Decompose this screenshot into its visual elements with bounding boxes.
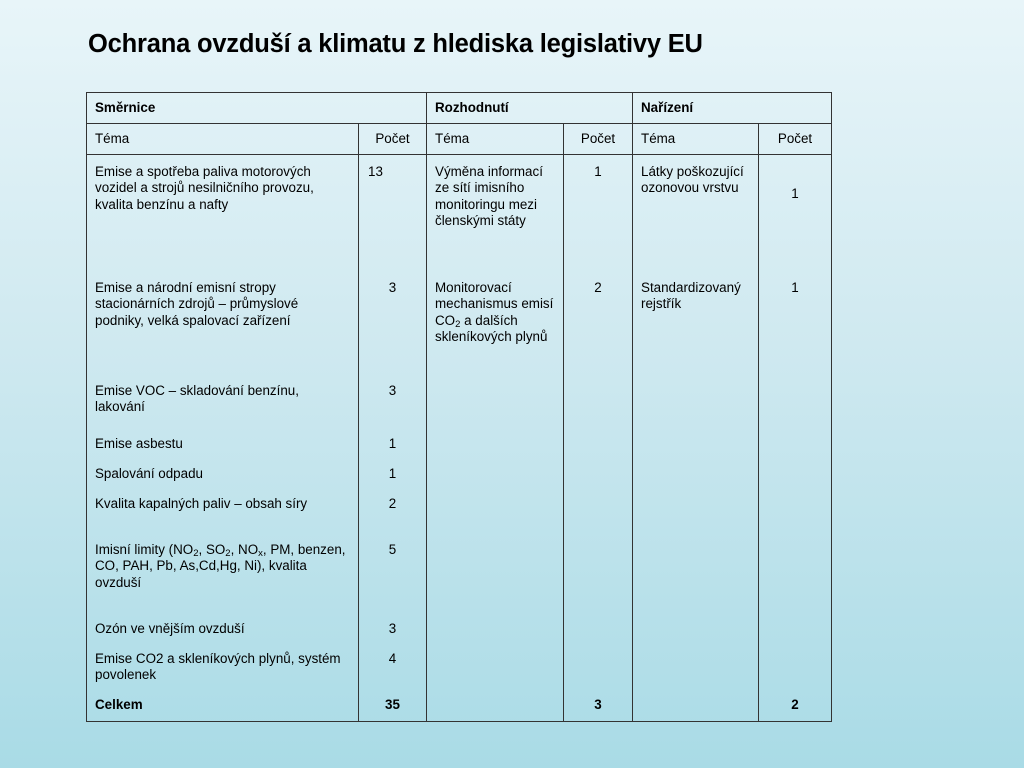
- rozhodnuti-tema: Monitorovací mechanismus emisí $CO_2$ a dalších skleníkových plynů: [427, 280, 564, 383]
- smernice-tema: Emise a spotřeba paliva motorových vozidel a strojů nesilničního provozu, kvalita benzínu a nafty: [87, 155, 359, 281]
- rozhodnuti-tema: Výměna informací ze sítí imisního monitoringu mezi členskými státy: [427, 155, 564, 281]
- table-row: [87, 651, 832, 697]
- narizeni-pocet: 1: [759, 155, 832, 281]
- total-row: [87, 697, 832, 722]
- smernice-tema: Kvalita kapalných paliv – obsah síry: [87, 496, 359, 542]
- table-row: [87, 621, 832, 651]
- smernice-pocet: 1: [359, 436, 427, 466]
- total-label: Celkem: [87, 697, 359, 722]
- header-pocet: Počet: [359, 124, 427, 155]
- table-row: [87, 383, 832, 436]
- total-smernice: 35: [359, 697, 427, 722]
- header-pocet: Počet: [759, 124, 832, 155]
- smernice-tema: Emise asbestu: [87, 436, 359, 466]
- smernice-pocet: 4: [359, 651, 427, 697]
- smernice-tema: Emise a národní emisní stropy stacionárních zdrojů – průmyslové podniky, velká spalovací zařízení: [87, 280, 359, 383]
- legislation-table: [86, 92, 832, 722]
- rozhodnuti-pocet: 2: [564, 280, 633, 383]
- header-tema: Téma: [633, 124, 759, 155]
- header-tema: Téma: [87, 124, 359, 155]
- rozhodnuti-pocet: 1: [564, 155, 633, 281]
- group-header-row: [87, 93, 832, 124]
- table-row: [87, 155, 832, 281]
- total-rozhodnuti: 3: [564, 697, 633, 722]
- narizeni-tema: Standardizovaný rejstřík: [633, 280, 759, 383]
- table-row: [87, 496, 832, 542]
- header-pocet: Počet: [564, 124, 633, 155]
- smernice-pocet: 3: [359, 280, 427, 383]
- smernice-tema: Imisní limity ($NO_2$, $SO_2$, $NO_x$, PM, benzen, CO, PAH, Pb, As,Cd,Hg, Ni), kvalita ovzduší: [87, 542, 359, 621]
- smernice-pocet: 3: [359, 383, 427, 436]
- narizeni-pocet: 1: [759, 280, 832, 383]
- header-smernice: Směrnice: [87, 93, 427, 124]
- table-row: [87, 280, 832, 383]
- page-title: Ochrana ovzduší a klimatu z hlediska legislativy EU: [88, 30, 703, 58]
- smernice-tema: Ozón ve vnějším ovzduší: [87, 621, 359, 651]
- header-narizeni: Nařízení: [633, 93, 832, 124]
- smernice-tema: Emise VOC – skladování benzínu, lakování: [87, 383, 359, 436]
- narizeni-tema: Látky poškozující ozonovou vrstvu: [633, 155, 759, 281]
- smernice-tema: Spalování odpadu: [87, 466, 359, 496]
- table-row: [87, 466, 832, 496]
- table-row: [87, 542, 832, 621]
- column-header-row: [87, 124, 832, 155]
- smernice-pocet: 1: [359, 466, 427, 496]
- smernice-pocet: 5: [359, 542, 427, 621]
- smernice-tema: Emise CO2 a skleníkových plynů, systém povolenek: [87, 651, 359, 697]
- smernice-pocet: 2: [359, 496, 427, 542]
- header-rozhodnuti: Rozhodnutí: [427, 93, 633, 124]
- total-narizeni: 2: [759, 697, 832, 722]
- table-row: [87, 436, 832, 466]
- smernice-pocet: 3: [359, 621, 427, 651]
- header-tema: Téma: [427, 124, 564, 155]
- smernice-pocet: 13: [359, 155, 427, 281]
